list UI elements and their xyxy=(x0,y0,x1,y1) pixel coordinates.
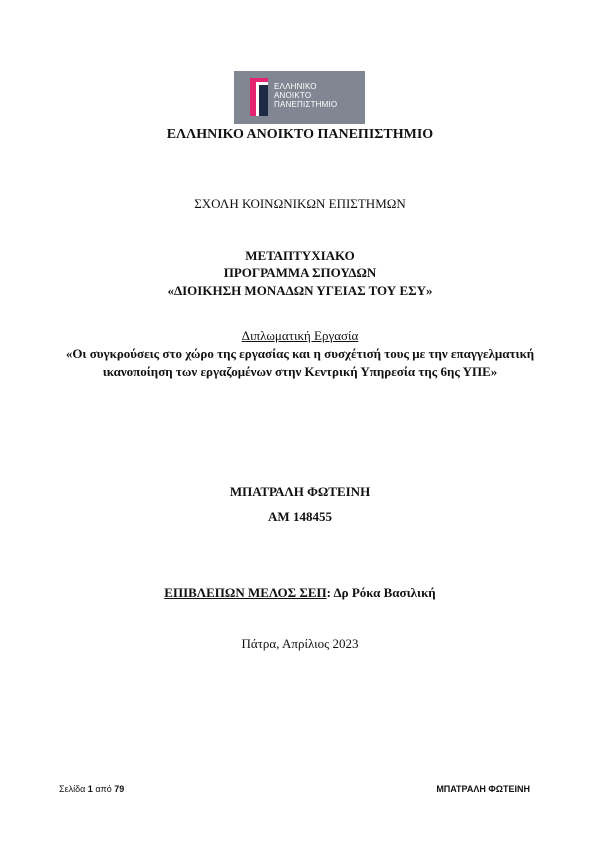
thesis-label: Διπλωματική Εργασία xyxy=(241,328,359,343)
program-line-2: ΠΡΟΓΡΑΜΜΑ ΣΠΟΥΔΩΝ xyxy=(223,265,377,280)
logo-line-2: ΑΝΟΙΚΤΟ xyxy=(274,91,312,100)
school-name: ΣΧΟΛΗ ΚΟΙΝΩΝΙΚΩΝ ΕΠΙΣΤΗΜΩΝ xyxy=(194,196,406,211)
university-logo xyxy=(234,71,365,124)
page-number: 1 xyxy=(87,784,93,794)
author-name: ΜΠΑΤΡΑΛΗ ΦΩΤΕΙΝΗ xyxy=(229,484,371,499)
logo-line-3: ΠΑΝΕΠΙΣΤΗΜΙΟ xyxy=(274,100,338,109)
student-id: ΑΜ 148455 xyxy=(268,509,332,524)
page-prefix: Σελίδα xyxy=(59,784,88,794)
footer-author: ΜΠΑΤΡΑΛΗ ΦΩΤΕΙΝΗ xyxy=(436,784,530,794)
university-title: ΕΛΛΗΝΙΚΟ ΑΝΟΙΚΤΟ ΠΑΝΕΠΙΣΤΗΜΙΟ xyxy=(166,127,434,142)
page-total: 79 xyxy=(114,784,125,794)
logo-text xyxy=(274,82,337,109)
page-counter xyxy=(59,784,124,794)
thesis-title: «Οι συγκρούσεις στο χώρο της εργασίας και η συσχέτισή τους με την επαγγελματική ικανοποίηση των εργαζομένων στην Κεντρική Υπηρεσία της 6ης ΥΠΕ» xyxy=(65,346,535,379)
logo-door-icon xyxy=(256,82,268,116)
supervisor-line xyxy=(0,585,600,601)
page-middle: από xyxy=(92,784,115,794)
place-date: Πάτρα, Απρίλιος 2023 xyxy=(241,636,359,651)
logo-line-1: ΕΛΛΗΝΙΚΟ xyxy=(274,82,317,91)
program-line-1: ΜΕΤΑΠΤΥΧΙΑΚΟ xyxy=(245,248,355,263)
supervisor-name: Δρ Ρόκα Βασιλική xyxy=(330,585,436,600)
supervisor-separator: : xyxy=(326,585,331,600)
supervisor-label: ΕΠΙΒΛΕΠΩΝ ΜΕΛΟΣ ΣΕΠ xyxy=(164,585,327,600)
program-line-3: «ΔΙΟΙΚΗΣΗ ΜΟΝΑΔΩΝ ΥΓΕΙΑΣ ΤΟΥ ΕΣΥ» xyxy=(167,283,433,298)
